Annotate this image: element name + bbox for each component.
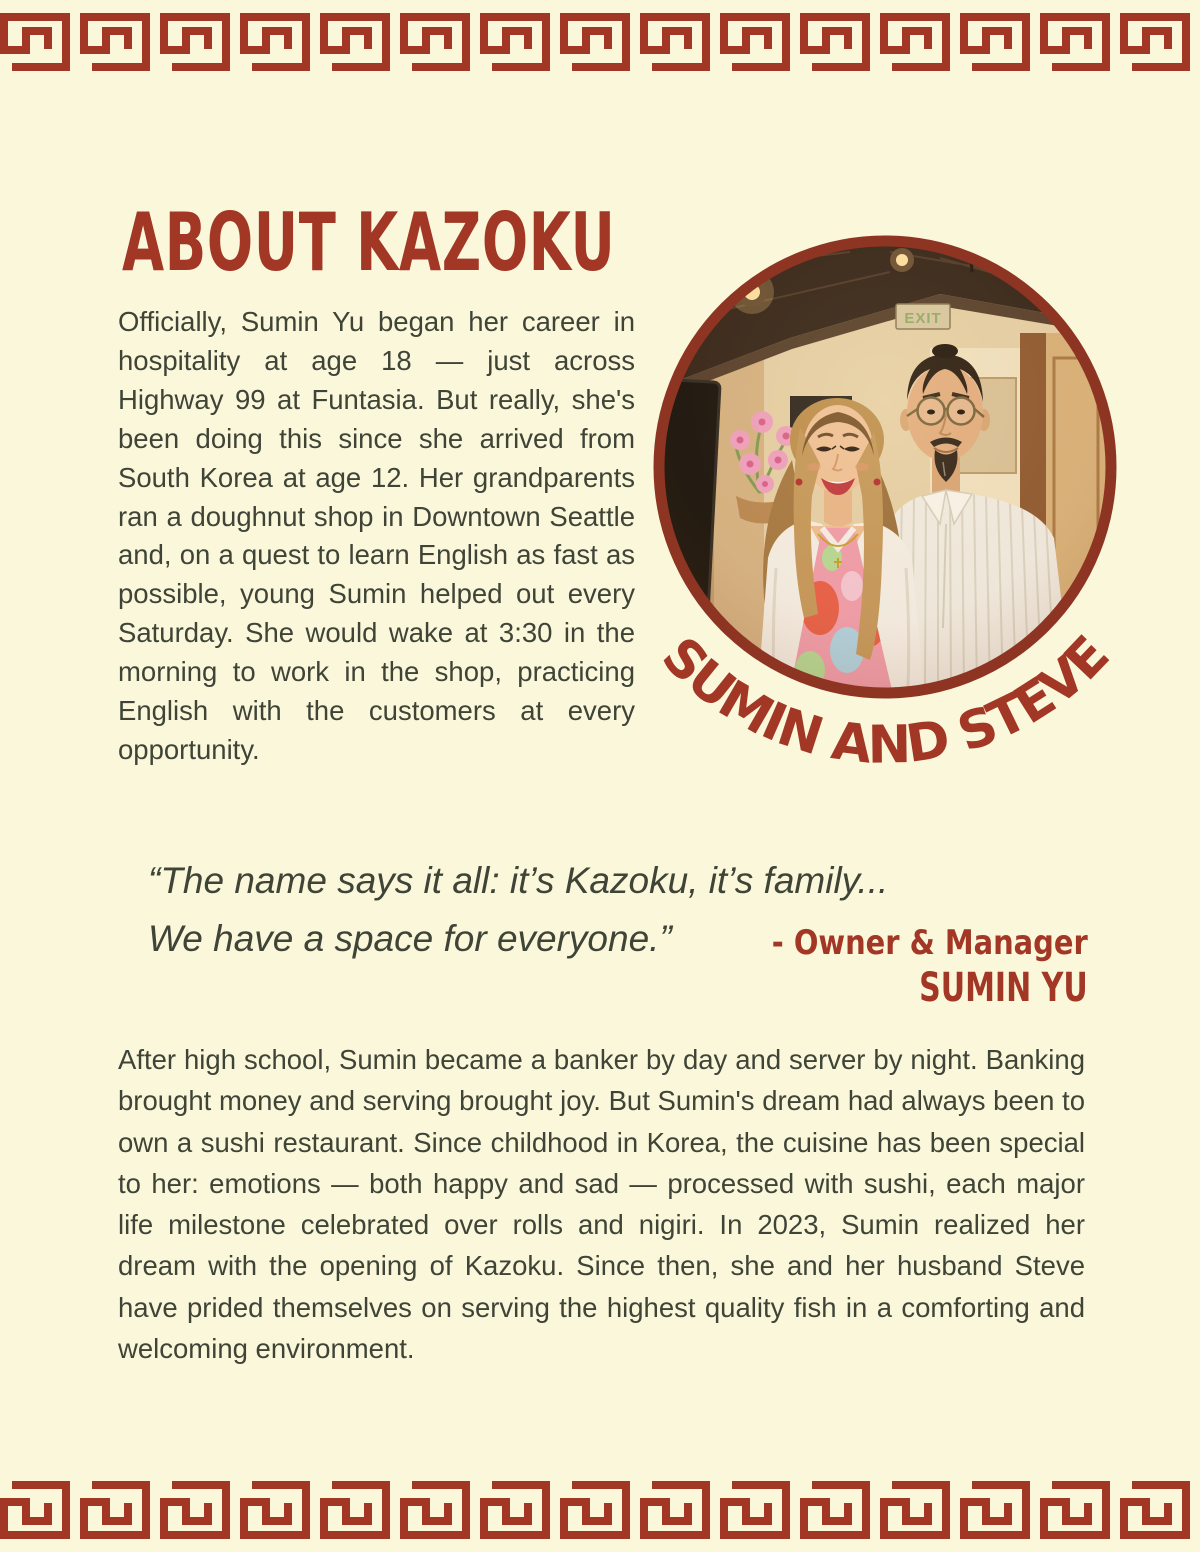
greek-key-border-bottom [0,1481,1200,1539]
quote-line-1: “The name says it all: it’s Kazoku, it’s family... [148,860,889,901]
closing-paragraph: After high school, Sumin became a banker by day and server by night. Banking brought money and serving brought joy. But Sumin's dream had always been to own a sushi restaurant. Since childhood in Korea, the cuisine has been special to her: emotions — both happy and sad — processed with sushi, each major life milestone celebrated over rolls and nigiri. In 2023, Sumin realized her dream with the opening of Kazoku. Since then, she and her husband Steve have prided themselves on serving the highest quality fish in a comforting and welcoming environment. [118,1044,1085,1365]
attribution-role: - Owner & Manager [772,923,1088,963]
attribution-name: SUMIN YU [919,965,1088,1011]
intro-paragraph: Officially, Sumin Yu began her career in hospitality at age 18 — just across Highway 99 at Funtasia. But really, she's been doing this since she arrived from South Korea at age 12. Her grandparents ran a doughnut shop in Downtown Seattle and, on a quest to learn English as fast as possible, young Sumin helped out every Saturday. She would wake at 3:30 in the morning to work in the shop, practicing English with the customers at every opportunity. [118,306,635,765]
quote-attribution [716,923,1088,1011]
photo-section [640,228,1130,794]
page-title: ABOUT KAZOKU [122,196,616,289]
couple-photo [640,228,1130,794]
quote-line-2: We have a space for everyone.” [148,918,672,959]
photo-caption-curved: SUMIN AND STEVE [649,626,1121,776]
greek-key-border-top [0,13,1200,71]
